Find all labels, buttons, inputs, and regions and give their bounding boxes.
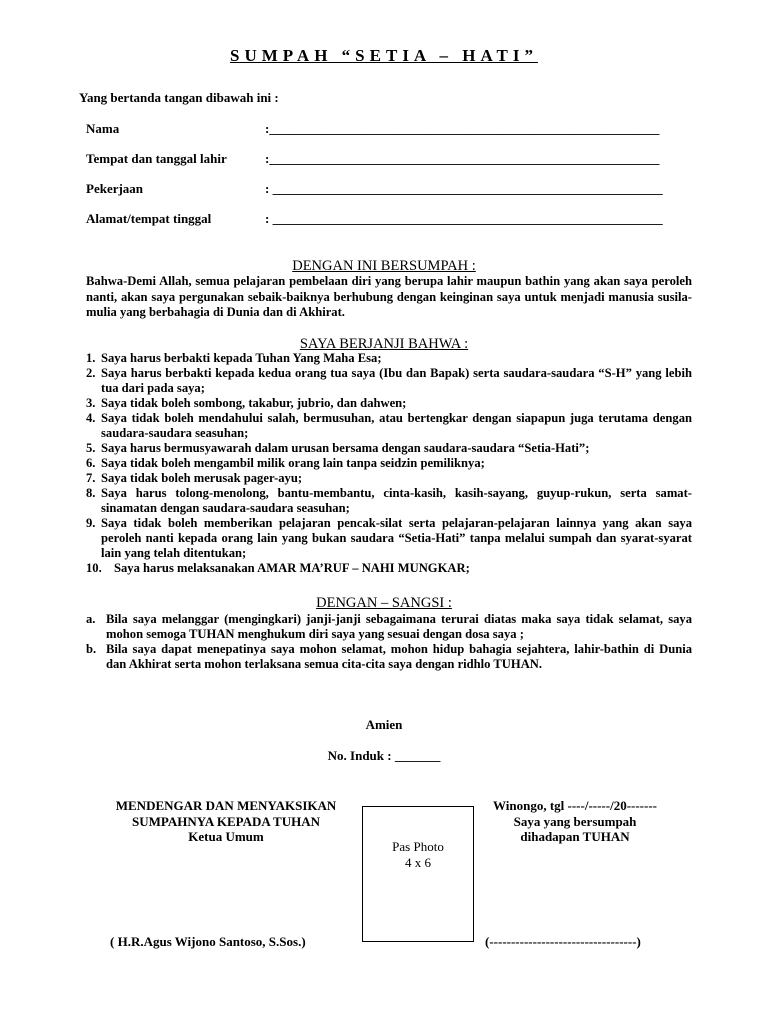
list-item: [86, 516, 692, 561]
place-date: Winongo, tgl ----/-----/20-------: [492, 798, 658, 813]
list-number: 10.: [86, 561, 102, 575]
occupation-field: : ____________________________________________________________: [265, 181, 663, 196]
witness-name: ( H.R.Agus Wijono Santoso, S.Sos.): [110, 934, 306, 949]
list-text: Saya harus tolong-menolong, bantu-membantu, cinta-kasih, kasih-sayang, guyup-rukun, serta samat-sinamatan dengan saudara-saudara seasuhan;: [101, 486, 692, 515]
oath-heading: DENGAN INI BERSUMPAH :: [292, 258, 476, 274]
list-number: 6.: [86, 456, 96, 470]
list-text: Saya tidak boleh mendahului salah, bermusuhan, atau bertengkar dengan siapapun juga terutama dengan saudara-saudara seasuhan;: [101, 411, 692, 440]
list-item: [86, 486, 692, 516]
document-title: SUMPAH “SETIA – HATI”: [230, 46, 538, 65]
occupation-label: Pekerjaan: [86, 181, 144, 196]
list-number: a.: [86, 612, 96, 626]
list-text: Saya tidak boleh mengambil milik orang lain tanpa seidzin pemiliknya;: [101, 456, 485, 470]
list-text: Saya tidak boleh memberikan pelajaran pencak-silat serta pelajaran-pelajaran lainnya yang akan saya peroleh nanti kepada orang lain yang bukan saudara “Setia-Hati” tanpa melalui sumpah dan syarat-syarat lain yang telah ditentukan;: [101, 516, 692, 560]
list-text: Saya tidak boleh sombong, takabur, jubrio, dan dahwen;: [101, 396, 407, 410]
oath-text: Bahwa-Demi Allah, semua pelajaran pembelaan diri yang berupa lahir maupun bathin yang akan saya peroleh nanti, akan saya pergunakan sebaik-baiknya berhubung dengan keinginan saya untuk menjadi manusia susila-mulia yang berbahagia di Dunia dan di Akhirat.: [86, 274, 692, 319]
list-number: 2.: [86, 366, 96, 380]
address-field: : ____________________________________________________________: [265, 211, 663, 226]
amien-text: Amien: [365, 717, 403, 732]
list-item: [86, 456, 692, 471]
sanction-list: [86, 612, 692, 672]
list-number: 4.: [86, 411, 96, 425]
list-item: [86, 612, 692, 642]
witness-block: [90, 798, 362, 845]
list-item: [86, 561, 692, 576]
oath-taker-line-2: Saya yang bersumpah: [513, 813, 637, 829]
list-text: Saya harus bermusyawarah dalam urusan bersama dengan saudara-saudara “Setia-Hati”;: [101, 441, 590, 455]
list-item: [86, 642, 692, 672]
oath-taker-block: [475, 798, 675, 845]
photo-label: Pas Photo: [392, 839, 444, 854]
sanction-heading: DENGAN – SANGSI :: [316, 595, 452, 611]
oath-taker-line-3: dihadapan TUHAN: [520, 829, 630, 844]
list-item: [86, 366, 692, 396]
list-text: Bila saya dapat menepatinya saya mohon selamat, mohon hidup bahagia sejahtera, lahir-bathin di Dunia dan Akhirat serta mohon terlaksana semua cita-cita saya dengan ridhlo TUHAN.: [106, 642, 692, 671]
list-text: Saya tidak boleh merusak pager-ayu;: [101, 471, 303, 485]
list-number: 7.: [86, 471, 96, 485]
witness-line-3: Ketua Umum: [188, 829, 264, 844]
promise-heading: SAYA BERJANJI BAHWA :: [299, 336, 469, 352]
promise-list: [86, 351, 692, 576]
list-item: [86, 396, 692, 411]
name-label: Nama: [86, 121, 120, 136]
list-number: 1.: [86, 351, 96, 365]
list-number: 3.: [86, 396, 96, 410]
list-number: b.: [86, 642, 97, 656]
name-field: :____________________________________________________________: [265, 121, 660, 136]
birth-label: Tempat dan tanggal lahir: [86, 151, 227, 166]
list-text: Saya harus berbakti kepada kedua orang tua saya (Ibu dan Bapak) serta saudara-saudara “S-H” yang lebih tua dari pada saya;: [101, 366, 692, 395]
birth-field: :____________________________________________________________: [265, 151, 660, 166]
photo-size: 4 x 6: [405, 855, 431, 870]
list-item: [86, 471, 692, 486]
intro-text: Yang bertanda tangan dibawah ini :: [79, 90, 279, 105]
list-text: Bila saya melanggar (mengingkari) janji-janji sebagaimana terurai diatas maka saya tidak selamat, saya mohon semoga TUHAN menghukum diri saya yang sesuai dengan dosa saya ;: [106, 612, 692, 641]
oath-taker-name: (----------------------------------): [485, 934, 641, 949]
witness-line-1: MENDENGAR DAN MENYAKSIKAN: [115, 798, 337, 813]
witness-line-2: SUMPAHNYA KEPADA TUHAN: [131, 813, 321, 829]
list-text: Saya harus berbakti kepada Tuhan Yang Maha Esa;: [101, 351, 382, 365]
list-text: Saya harus melaksanakan AMAR MA’RUF – NAHI MUNGKAR;: [114, 561, 470, 575]
list-item: [86, 441, 692, 456]
list-item: [86, 411, 692, 441]
list-item: [86, 351, 692, 366]
list-number: 5.: [86, 441, 96, 455]
member-number: No. Induk : _______: [327, 748, 441, 763]
list-number: 8.: [86, 486, 96, 500]
address-label: Alamat/tempat tinggal: [86, 211, 212, 226]
list-number: 9.: [86, 516, 96, 530]
photo-box: [362, 806, 474, 942]
